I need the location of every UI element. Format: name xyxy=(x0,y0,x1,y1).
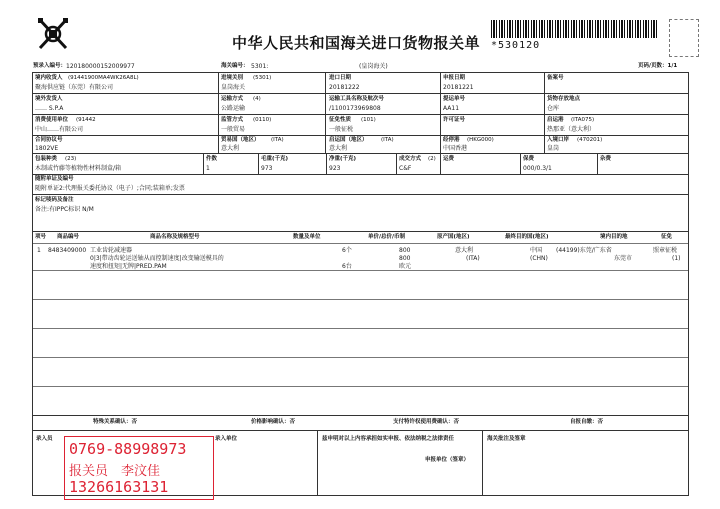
pieces-value: 1 xyxy=(206,165,210,172)
record-no-label: 备案号 xyxy=(547,75,564,81)
net-weight-value: 923 xyxy=(329,165,341,172)
departure-port-code: (ITA075) xyxy=(571,117,595,123)
goods-origin-code: (ITA) xyxy=(466,255,480,262)
goods-origin-header: 原产国(地区) xyxy=(437,234,470,240)
barcode xyxy=(491,20,659,38)
barcode-number: *530120 xyxy=(491,40,541,51)
price-effect-confirm: 价格影响确认：否 xyxy=(251,419,296,425)
supervision-code: (0110) xyxy=(253,117,272,123)
storage-label: 货物存放地点 xyxy=(547,96,581,102)
legal-statement: 兹申明对以上内容承担如实申报、依法纳税之法律责任 xyxy=(322,436,455,442)
departure-port-value: 热那亚（意大利） xyxy=(547,126,596,133)
package-label: 包装种类 xyxy=(35,156,58,162)
transit-port-value: 中国香港 xyxy=(443,145,468,152)
departure-port-label: 启运港 xyxy=(547,117,564,123)
trade-country-label: 贸易国（地区） xyxy=(221,137,260,143)
document-title: 中华人民共和国海关进口货物报关单 xyxy=(232,34,481,52)
deal-label: 成交方式 xyxy=(399,156,422,162)
goods-domestic-dest-header: 境内目的地 xyxy=(600,234,628,240)
stamp-mobile: 13266163131 xyxy=(69,478,169,496)
freight-label: 运费 xyxy=(443,156,455,162)
transport-mode-code: (4) xyxy=(253,96,261,102)
gross-weight-value: 973 xyxy=(261,165,273,172)
misc-label: 杂费 xyxy=(600,156,612,162)
goods-code-header: 商品编号 xyxy=(57,234,80,240)
entry-person-label: 录入员 xyxy=(36,436,53,442)
entry-port-code: (470201) xyxy=(577,137,603,143)
pre-entry-label: 预录入编号： xyxy=(33,63,67,69)
transit-port-code: (HKG000) xyxy=(467,137,494,143)
contract-value: 1802VE xyxy=(35,145,59,152)
declare-date-value: 20181221 xyxy=(443,84,474,91)
declare-unit-label: 申报单位（签章） xyxy=(425,457,470,463)
customs-no-value: 5301: xyxy=(251,63,269,70)
contract-label: 合同协议号 xyxy=(35,137,63,143)
overseas-shipper-value: …… S.P.A xyxy=(35,105,64,112)
remarks-value: 备注:有IPPC标识 N/M xyxy=(35,206,94,213)
goods-dest: 中国 xyxy=(530,247,543,254)
vehicle-label: 运输工具名称及航次号 xyxy=(329,96,385,102)
import-date-label: 进口日期 xyxy=(329,75,352,81)
package-code: (23) xyxy=(65,156,77,162)
pre-entry-value: 120180000152009977 xyxy=(66,63,135,70)
customs-no-label: 海关编号： xyxy=(221,63,249,69)
net-weight-label: 净重(千克) xyxy=(329,156,357,162)
stamp-person: 报关员 李汶佳 xyxy=(69,464,161,479)
vehicle-value: /1100173969808 xyxy=(329,105,381,112)
insurance-label: 保费 xyxy=(523,156,535,162)
bill-no-label: 提运单号 xyxy=(443,96,466,102)
insurance-value: 000/0.3/1 xyxy=(523,165,552,172)
goods-seq: 1 xyxy=(37,247,41,254)
goods-unit-price: 800 xyxy=(399,247,411,254)
goods-price-header: 单价/总价/币制 xyxy=(368,234,406,240)
attached-docs-value: 随附单证2:代理报关委托协议（电子）;合同;装箱单;发票 xyxy=(35,185,185,192)
special-relation-confirm: 特殊关系确认：否 xyxy=(93,419,138,425)
levy-label: 征免性质 xyxy=(329,117,352,123)
entry-customs-value: 皇岗海关 xyxy=(221,84,246,91)
customs-remark-label: 海关批注及签章 xyxy=(487,436,526,442)
entry-customs-code: (5301) xyxy=(253,75,272,81)
declare-date-label: 申报日期 xyxy=(443,75,466,81)
overseas-shipper-label: 境外发货人 xyxy=(35,96,63,102)
consignee-code: (91441900MA4WK26A8L) xyxy=(68,75,139,81)
royalty-confirm: 支付特许权使用费确认：否 xyxy=(393,419,460,425)
gross-weight-label: 毛重(千克) xyxy=(261,156,289,162)
transport-mode-value: 公路运输 xyxy=(221,105,246,112)
entry-port-label: 入境口岸 xyxy=(547,137,570,143)
qr-code-icon xyxy=(669,19,699,57)
customs-office: (皇岗海关) xyxy=(359,63,388,70)
goods-dest-code: (CHN) xyxy=(530,255,548,262)
goods-qty-header: 数量及单位 xyxy=(293,234,321,240)
entry-port-value: 皇岗 xyxy=(547,145,560,152)
bill-no-value: AA11 xyxy=(443,105,460,112)
consignee-label: 境内收货人 xyxy=(35,75,63,81)
levy-value: 一般征税 xyxy=(329,126,354,133)
storage-value: 仓库 xyxy=(547,105,560,112)
goods-name-line2: 0|3|带动齿轮运送轴从而控制速度|改变输送模具的 xyxy=(90,255,224,262)
consignee-value: 聚海供应链（东莞）有限公司 xyxy=(35,84,114,91)
goods-levy-header: 征免 xyxy=(661,234,673,240)
levy-code: (101) xyxy=(361,117,376,123)
origin-country-code: (ITA) xyxy=(381,137,394,143)
page-label: 页码/页数：1/1 xyxy=(638,63,678,69)
goods-name-header: 商品名称及规格型号 xyxy=(150,234,200,240)
trade-country-code: (ITA) xyxy=(271,137,284,143)
consumer-label: 消费使用单位 xyxy=(35,117,69,123)
supervision-label: 监管方式 xyxy=(221,117,244,123)
deal-value: C&F xyxy=(399,165,412,172)
goods-qty1: 6个 xyxy=(342,247,352,254)
import-date-value: 20181222 xyxy=(329,84,360,91)
supervision-value: 一般贸易 xyxy=(221,126,246,133)
transport-mode-label: 运输方式 xyxy=(221,96,244,102)
consumer-code: (91442 xyxy=(76,117,96,123)
trade-country-value: 意大利 xyxy=(221,145,240,152)
goods-levy: 照章征税 xyxy=(653,247,678,254)
entry-unit-label: 录入单位 xyxy=(215,436,238,442)
goods-seq-header: 项号 xyxy=(35,234,47,240)
deal-code: (2) xyxy=(428,156,436,162)
goods-name-line3: 速度和扭矩|无牌|PRED.PAM xyxy=(90,263,167,270)
consumer-value: 中山……有限公司 xyxy=(35,126,84,133)
goods-dest-header: 最终目的国(地区) xyxy=(505,234,549,240)
goods-currency: 欧元 xyxy=(399,263,412,270)
license-label: 许可证号 xyxy=(443,117,466,123)
self-report-confirm: 自报自缴：否 xyxy=(570,419,604,425)
declarant-stamp xyxy=(64,436,214,500)
remarks-label: 标记唛码及备注 xyxy=(35,197,74,203)
customs-emblem-icon xyxy=(36,16,70,52)
goods-code: 8483409000 xyxy=(48,247,87,254)
package-value: 木制或竹藤等植物性材料制盒/箱 xyxy=(35,165,122,172)
goods-domestic-dest2: 东莞市 xyxy=(614,255,633,262)
goods-name-line1: 工业齿轮减速器 xyxy=(90,247,133,254)
goods-total-price: 800 xyxy=(399,255,411,262)
origin-country-value: 意大利 xyxy=(329,145,348,152)
goods-levy-code: (1) xyxy=(672,255,681,262)
transit-port-label: 经停港 xyxy=(443,137,460,143)
goods-origin: 意大利 xyxy=(455,247,474,254)
attached-docs-label: 随附单证及编号 xyxy=(35,176,74,182)
goods-domestic-dest: (44199)东莞/广东省 xyxy=(556,247,612,254)
goods-qty2: 6台 xyxy=(342,263,352,270)
stamp-phone: 0769-88998973 xyxy=(69,440,187,458)
pieces-label: 件数 xyxy=(206,156,218,162)
origin-country-label: 启运国（地区） xyxy=(329,137,368,143)
entry-customs-label: 进境关别 xyxy=(221,75,244,81)
